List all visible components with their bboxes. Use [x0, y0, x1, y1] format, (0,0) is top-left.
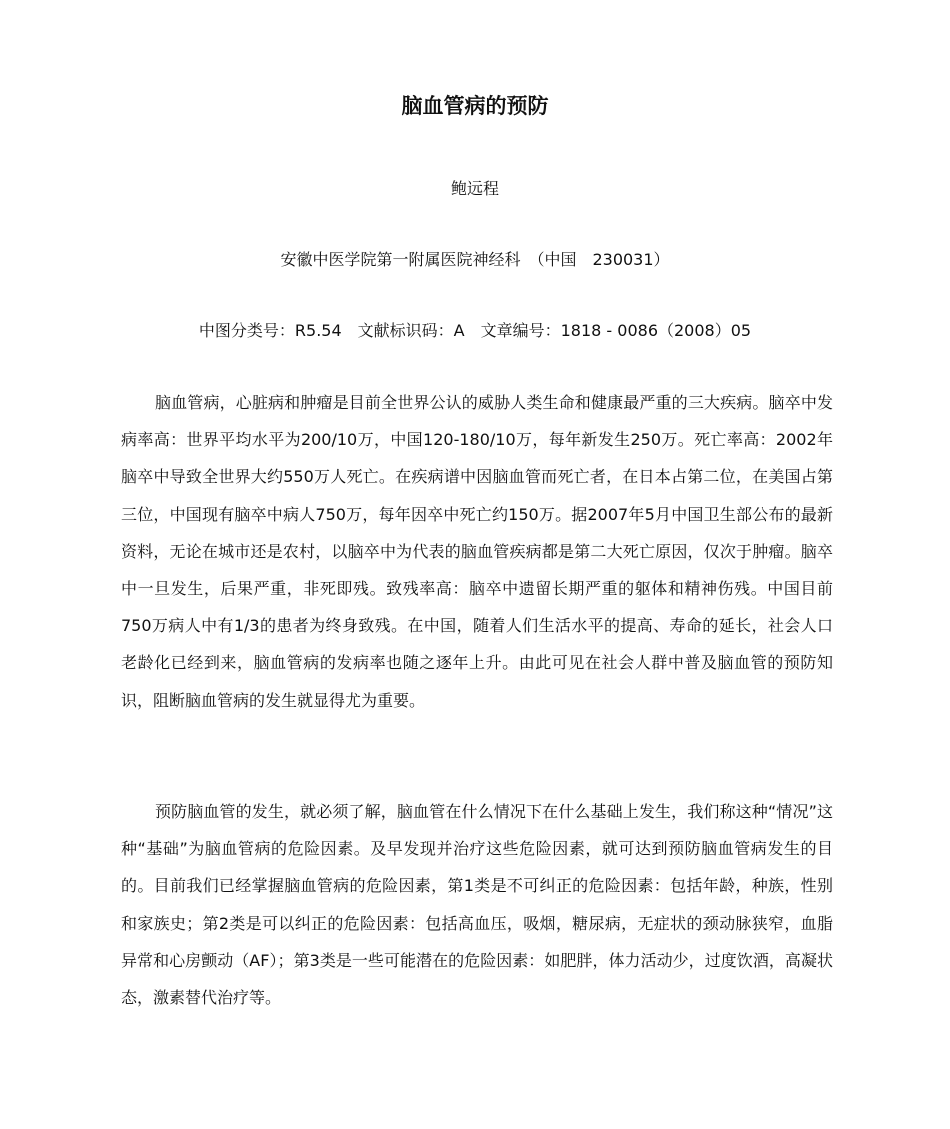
body-paragraph-2: 预防脑血管的发生，就必须了解，脑血管在什么情况下在什么基础上发生，我们称这种“情况”这种“基础”为脑血管病的危险因素。及早发现并治疗这些危险因素，就可达到预防脑血管病发生的目的。目前我们已经掌握脑血管病的危险因素，第1类是不可纠正的危险因素：包括年龄，种族，性别和家族史；第2类是可以纠正的危险因素：包括高血压，吸烟，糖尿病，无症状的颈动脉狭窄，血脂异常和心房颤动（AF）；第3类是一些可能潜在的危险因素：如肥胖，体力活动少，过度饮酒，高凝状态，激素替代治疗等。 [121, 802, 833, 1008]
article-affiliation: 安徽中医学院第一附属医院神经科 （中国 230031） [280, 250, 670, 269]
article-author: 鲍远程 [450, 179, 499, 198]
body-paragraph-1: 脑血管病，心脏病和肿瘤是目前全世界公认的威胁人类生命和健康最严重的三大疾病。脑卒中发病率高：世界平均水平为200/10万，中国120-180/10万，每年新发生250万。死亡率高：2002年脑卒中导致全世界大约550万人死亡。在疾病谱中因脑血管而死亡者，在日本占第二位，在美国占第三位，中国现有脑卒中病人750万，每年因卒中死亡约150万。据2007年5月中国卫生部公布的最新资料，无论在城市还是农村，以脑卒中为代表的脑血管疾病都是第二大死亡原因，仅次于肿瘤。脑卒中一旦发生，后果严重，非死即残。致残率高：脑卒中遗留长期严重的躯体和精神伤残。中国目前750万病人中有1/3的患者为终身致残。在中国，随着人们生活水平的提高、寿命的延长，社会人口老龄化已经到来，脑血管病的发病率也随之逐年上升。由此可见在社会人群中普及脑血管的预防知识，阻断脑血管病的发生就显得尤为重要。 [121, 393, 833, 710]
article-title: 脑血管病的预防 [401, 94, 549, 118]
article-classification: 中图分类号：R5.54 文献标识码：A 文章编号：1818 - 0086（2008）05 [198, 321, 752, 340]
